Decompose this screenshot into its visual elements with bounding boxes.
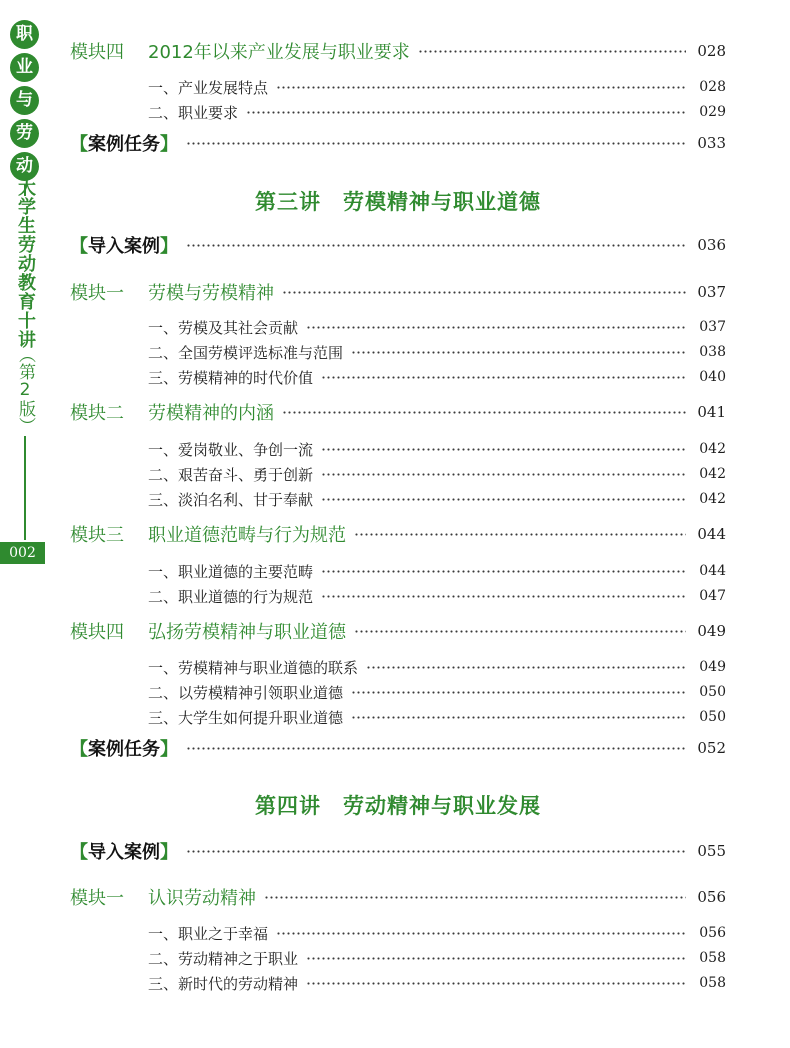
dot-leader: [354, 630, 686, 633]
module-title: 劳模与劳模精神: [148, 283, 274, 304]
dot-leader: [306, 957, 686, 960]
bracket-right: 】: [160, 236, 178, 257]
entry-title: 导入案例: [88, 236, 160, 257]
page-ref: 033: [697, 134, 726, 152]
dot-leader: [306, 326, 686, 329]
dot-leader: [186, 244, 686, 247]
toc-section-entry[interactable]: [148, 74, 726, 100]
toc-intro-case-entry[interactable]: [70, 232, 726, 258]
lecture-title: 劳动精神与职业发展: [343, 794, 541, 818]
page-ref: 050: [699, 684, 726, 700]
toc-module-entry[interactable]: [70, 38, 726, 64]
page-ref: 042: [699, 441, 726, 457]
section-title: 一、劳模精神与职业道德的联系: [148, 658, 359, 677]
page-ref: 047: [699, 588, 726, 604]
lecture-heading[interactable]: [70, 186, 726, 216]
section-title: 一、劳模及其社会贡献: [148, 318, 299, 337]
toc-section-entry[interactable]: [148, 364, 726, 390]
module-number: 模块一: [70, 283, 124, 304]
section-title: 二、全国劳模评选标准与范围: [148, 343, 344, 362]
page-ref: 028: [699, 79, 726, 95]
entry-title: 导入案例: [88, 842, 160, 863]
dot-leader: [186, 142, 686, 145]
toc-section-entry[interactable]: [148, 704, 726, 730]
module-title: 劳模精神的内涵: [148, 403, 274, 424]
dot-leader: [366, 666, 686, 669]
toc-section-entry[interactable]: [148, 945, 726, 971]
dot-leader: [306, 982, 686, 985]
dot-leader: [321, 376, 686, 379]
toc-section-entry[interactable]: [148, 679, 726, 705]
section-title: 二、艰苦奋斗、勇于创新: [148, 465, 314, 484]
toc-section-entry[interactable]: [148, 558, 726, 584]
page-ref: 049: [697, 622, 726, 640]
bracket-right: 】: [160, 134, 178, 155]
page-number: 002: [0, 542, 45, 564]
toc-section-entry[interactable]: [148, 970, 726, 996]
dot-leader: [264, 896, 686, 899]
section-title: 二、劳动精神之于职业: [148, 949, 299, 968]
lecture-number: 第四讲: [255, 794, 321, 818]
module-number: 模块一: [70, 888, 124, 909]
toc-module-entry[interactable]: [70, 884, 726, 910]
dot-leader: [351, 691, 686, 694]
dot-leader: [418, 50, 686, 53]
page-ref: 044: [699, 563, 726, 579]
toc-case-task-entry[interactable]: [70, 130, 726, 156]
bracket-left: 【: [70, 236, 88, 257]
page-ref: 055: [697, 842, 726, 860]
toc-section-entry[interactable]: [148, 583, 726, 609]
module-number: 模块四: [70, 42, 124, 63]
dot-leader: [321, 448, 686, 451]
section-title: 三、淡泊名利、甘于奉献: [148, 490, 314, 509]
dot-leader: [186, 747, 686, 750]
dot-leader: [354, 533, 686, 536]
section-title: 三、大学生如何提升职业道德: [148, 708, 344, 727]
page-ref: 056: [697, 888, 726, 906]
toc-module-entry[interactable]: [70, 399, 726, 425]
module-title: 弘扬劳模精神与职业道德: [148, 622, 346, 643]
toc-case-task-entry[interactable]: [70, 735, 726, 761]
page-ref: 052: [697, 739, 726, 757]
page-ref: 058: [699, 975, 726, 991]
dot-leader: [246, 111, 686, 114]
spine-title-char: 与: [10, 86, 39, 115]
dot-leader: [351, 716, 686, 719]
dot-leader: [186, 850, 686, 853]
section-title: 二、职业道德的行为规范: [148, 587, 314, 606]
page-ref: 041: [697, 403, 726, 421]
section-title: 三、劳模精神的时代价值: [148, 368, 314, 387]
module-number: 模块三: [70, 525, 124, 546]
spine-edition: （第2版）: [15, 346, 35, 434]
toc-module-entry[interactable]: [70, 521, 726, 547]
toc-section-entry[interactable]: [148, 314, 726, 340]
dot-leader: [321, 595, 686, 598]
toc-section-entry[interactable]: [148, 436, 726, 462]
section-title: 二、职业要求: [148, 103, 239, 122]
page-ref: 049: [699, 659, 726, 675]
page-ref: 056: [699, 925, 726, 941]
section-title: 三、新时代的劳动精神: [148, 974, 299, 993]
page-ref: 040: [699, 369, 726, 385]
entry-title: 案例任务: [88, 739, 160, 760]
page-ref: 042: [699, 491, 726, 507]
section-title: 一、爱岗敬业、争创一流: [148, 440, 314, 459]
dot-leader: [282, 411, 686, 414]
toc-section-entry[interactable]: [148, 99, 726, 125]
bracket-left: 【: [70, 842, 88, 863]
page-ref: 036: [697, 236, 726, 254]
dot-leader: [276, 932, 686, 935]
page-ref: 042: [699, 466, 726, 482]
dot-leader: [282, 291, 686, 294]
toc-section-entry[interactable]: [148, 486, 726, 512]
dot-leader: [276, 86, 686, 89]
lecture-title: 劳模精神与职业道德: [343, 190, 541, 214]
page-ref: 037: [697, 283, 726, 301]
module-title: 职业道德范畴与行为规范: [148, 525, 346, 546]
dot-leader: [321, 498, 686, 501]
toc-module-entry[interactable]: [70, 618, 726, 644]
spine-title-char: 劳: [10, 119, 39, 148]
page-ref: 044: [697, 525, 726, 543]
module-number: 模块四: [70, 622, 124, 643]
toc-section-entry[interactable]: [148, 920, 726, 946]
spine-title-char: 业: [10, 53, 39, 82]
spine-subtitle: 大学生劳动教育十讲: [15, 178, 36, 349]
bracket-left: 【: [70, 739, 88, 760]
entry-title: 案例任务: [88, 134, 160, 155]
section-title: 一、产业发展特点: [148, 78, 269, 97]
page-ref: 038: [699, 344, 726, 360]
module-title: 2012年以来产业发展与职业要求: [148, 42, 410, 63]
page-ref: 050: [699, 709, 726, 725]
section-title: 一、职业之于幸福: [148, 924, 269, 943]
toc-intro-case-entry[interactable]: [70, 838, 726, 864]
spine-title-char: 职: [10, 20, 39, 49]
dot-leader: [351, 351, 686, 354]
section-title: 一、职业道德的主要范畴: [148, 562, 314, 581]
bracket-right: 】: [160, 842, 178, 863]
spine-title-char: 动: [10, 152, 39, 181]
toc-section-entry[interactable]: [148, 461, 726, 487]
lecture-heading[interactable]: [70, 790, 726, 820]
book-spine: [0, 0, 50, 1048]
section-title: 二、以劳模精神引领职业道德: [148, 683, 344, 702]
page-ref: 037: [699, 319, 726, 335]
module-number: 模块二: [70, 403, 124, 424]
module-title: 认识劳动精神: [148, 888, 256, 909]
lecture-number: 第三讲: [255, 190, 321, 214]
toc-module-entry[interactable]: [70, 279, 726, 305]
spine-divider: [24, 436, 26, 540]
page-ref: 028: [697, 42, 726, 60]
bracket-right: 】: [160, 739, 178, 760]
toc-section-entry[interactable]: [148, 654, 726, 680]
bracket-left: 【: [70, 134, 88, 155]
toc-section-entry[interactable]: [148, 339, 726, 365]
dot-leader: [321, 570, 686, 573]
page-ref: 029: [699, 104, 726, 120]
dot-leader: [321, 473, 686, 476]
page-ref: 058: [699, 950, 726, 966]
